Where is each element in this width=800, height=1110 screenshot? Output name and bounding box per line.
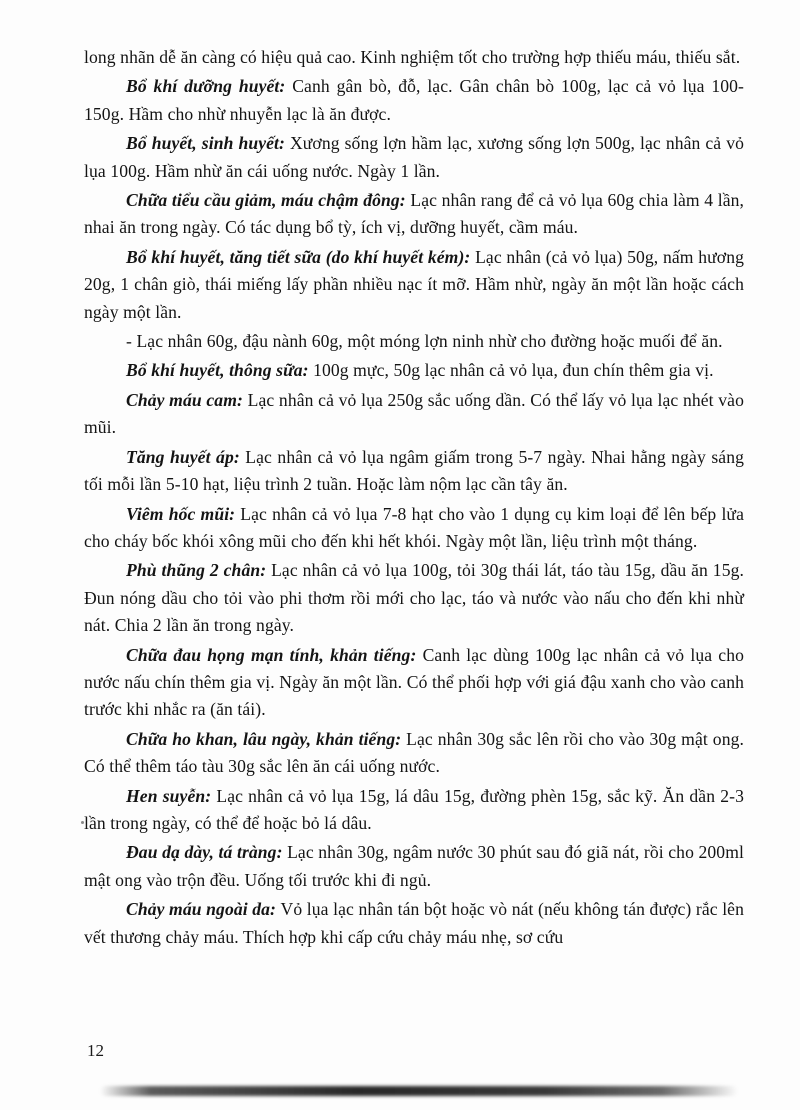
body-paragraph [84,896,744,951]
paragraph-heading: Chảy máu cam: [126,389,248,410]
paragraph-heading: Chảy máu ngoài da: [126,899,281,920]
paragraph-text: 100g mực, 50g lạc nhân cả vỏ lụa, đun chín thêm gia vị. [313,360,714,381]
paragraph-text: Canh gân bò, đỗ, lạc. Gân chân bò 100g, lạc cả vỏ lụa 100-150g. Hầm cho nhừ nhuyễn lạc là ăn được. [84,76,745,124]
paragraph-text: Lạc nhân rang để cả vỏ lụa 60g chia làm 4 lần, nhai ăn trong ngày. Có tác dụng bổ tỳ, ích vị, dưỡng huyết, cầm máu. [84,190,744,238]
body-paragraph [84,244,744,326]
paragraph-text: Lạc nhân cả vỏ lụa 250g sắc uống dần. Có thể lấy vỏ lụa lạc nhét vào mũi. [84,389,744,438]
body-paragraph [84,73,744,128]
paragraph-heading: Bổ khí huyết, tăng tiết sữa (do khí huyết kém): [126,246,476,267]
paragraph-heading: Hen suyễn: [126,785,217,806]
paragraph-heading: Phù thũng 2 chân: [126,560,272,581]
body-paragraph [84,557,744,639]
paragraph-text: Vỏ lụa lạc nhân tán bột hoặc vò nát (nếu không tán được) rắc lên vết thương chảy máu. Thích hợp khi cấp cứu chảy máu nhẹ, sơ cứu [84,899,744,947]
paragraph-heading: Chữa ho khan, lâu ngày, khản tiếng: [126,728,407,749]
paragraph-text: Lạc nhân cả vỏ lụa 15g, lá dâu 15g, đường phèn 15g, sắc kỹ. Ăn dần 2-3 lần trong ngày, có thể để hoặc bỏ lá dâu. [84,785,744,833]
paragraph-text: Lạc nhân cả vỏ lụa 7-8 hạt cho vào 1 dụng cụ kim loại để lên bếp lửa cho cháy bốc khói xông mũi cho đến khi hết khói. Ngày một lần, liệu trình một tháng. [84,503,744,551]
body-paragraph [84,444,744,499]
body-paragraph [84,328,744,355]
page-number: 12 [87,1041,104,1060]
page-text-block [84,44,744,953]
paragraph-text: Lạc nhân 30g sắc lên rồi cho vào 30g mật ong. Có thể thêm táo tàu 30g sắc lên ăn cái uống nước. [84,728,744,777]
paragraph-text: Lạc nhân cả vỏ lụa 100g, tỏi 30g thái lát, táo tàu 15g, dầu ăn 15g. Đun nóng dầu cho tỏi vào phi thơm rồi mới cho lạc, táo và nước vào nấu cho đến khi nhừ nát. Chia 2 lần ăn trong ngày. [84,560,744,636]
paragraph-text: Lạc nhân 30g, ngâm nước 30 phút sau đó giã nát, rồi cho 200ml mật ong vào trộn đều. Uống tối trước khi đi ngủ. [84,842,744,890]
paragraph-heading: Bổ khí dưỡng huyết: [126,76,293,97]
body-paragraph [84,642,744,724]
paragraph-text: Lạc nhân (cả vỏ lụa) 50g, nấm hương 20g, 1 chân giò, thái miếng lấy phần nhiều nạc ít mỡ. Hầm nhừ, ngày ăn một lần hoặc cách ngày một lần. [84,246,744,322]
paragraph-heading: Viêm hốc mũi: [126,503,241,524]
paragraph-text: long nhãn dễ ăn càng có hiệu quả cao. Kinh nghiệm tốt cho trường hợp thiếu máu, thiếu sắt. [84,47,741,67]
paragraph-heading: Bổ khí huyết, thông sữa: [126,360,314,381]
body-paragraph [84,726,744,781]
paragraph-heading: Tăng huyết áp: [126,446,246,467]
paragraph-text: Canh lạc dùng 100g lạc nhân cả vỏ lụa cho nước nấu chín thêm gia vị. Ngày ăn một lần. Có thể phối hợp với giá đậu xanh cho vào canh trước khi nhắc ra (ăn tái). [84,644,744,720]
paragraph-heading: Chữa đau họng mạn tính, khản tiếng: [126,644,423,665]
body-paragraph [84,783,744,838]
body-paragraph [84,839,744,894]
paragraph-text: - Lạc nhân 60g, đậu nành 60g, một móng lợn ninh nhừ cho đường hoặc muối để ăn. [126,331,723,352]
body-paragraph [84,44,744,71]
body-paragraph [84,357,744,384]
body-paragraph [84,130,744,185]
body-paragraph [84,501,744,556]
scan-shadow-artifact [100,1086,738,1096]
paragraph-heading: Chữa tiểu cầu giảm, máu chậm đông: [126,190,411,211]
paragraph-heading: Đau dạ dày, tá tràng: [126,842,288,863]
body-paragraph [84,187,744,242]
paragraph-text: Lạc nhân cả vỏ lụa ngâm giấm trong 5-7 ngày. Nhai hằng ngày sáng tối mỗi lần 5-10 hạt, liệu trình 2 tuần. Hoặc làm nộm lạc cần tây ăn. [84,446,744,495]
body-paragraph [84,387,744,442]
scan-speck [81,821,84,824]
paragraph-text: Xương sống lợn hầm lạc, xương sống lợn 500g, lạc nhân cả vỏ lụa 100g. Hầm nhừ ăn cái uống nước. Ngày 1 lần. [84,133,744,181]
paragraph-heading: Bổ huyết, sinh huyết: [126,133,290,154]
